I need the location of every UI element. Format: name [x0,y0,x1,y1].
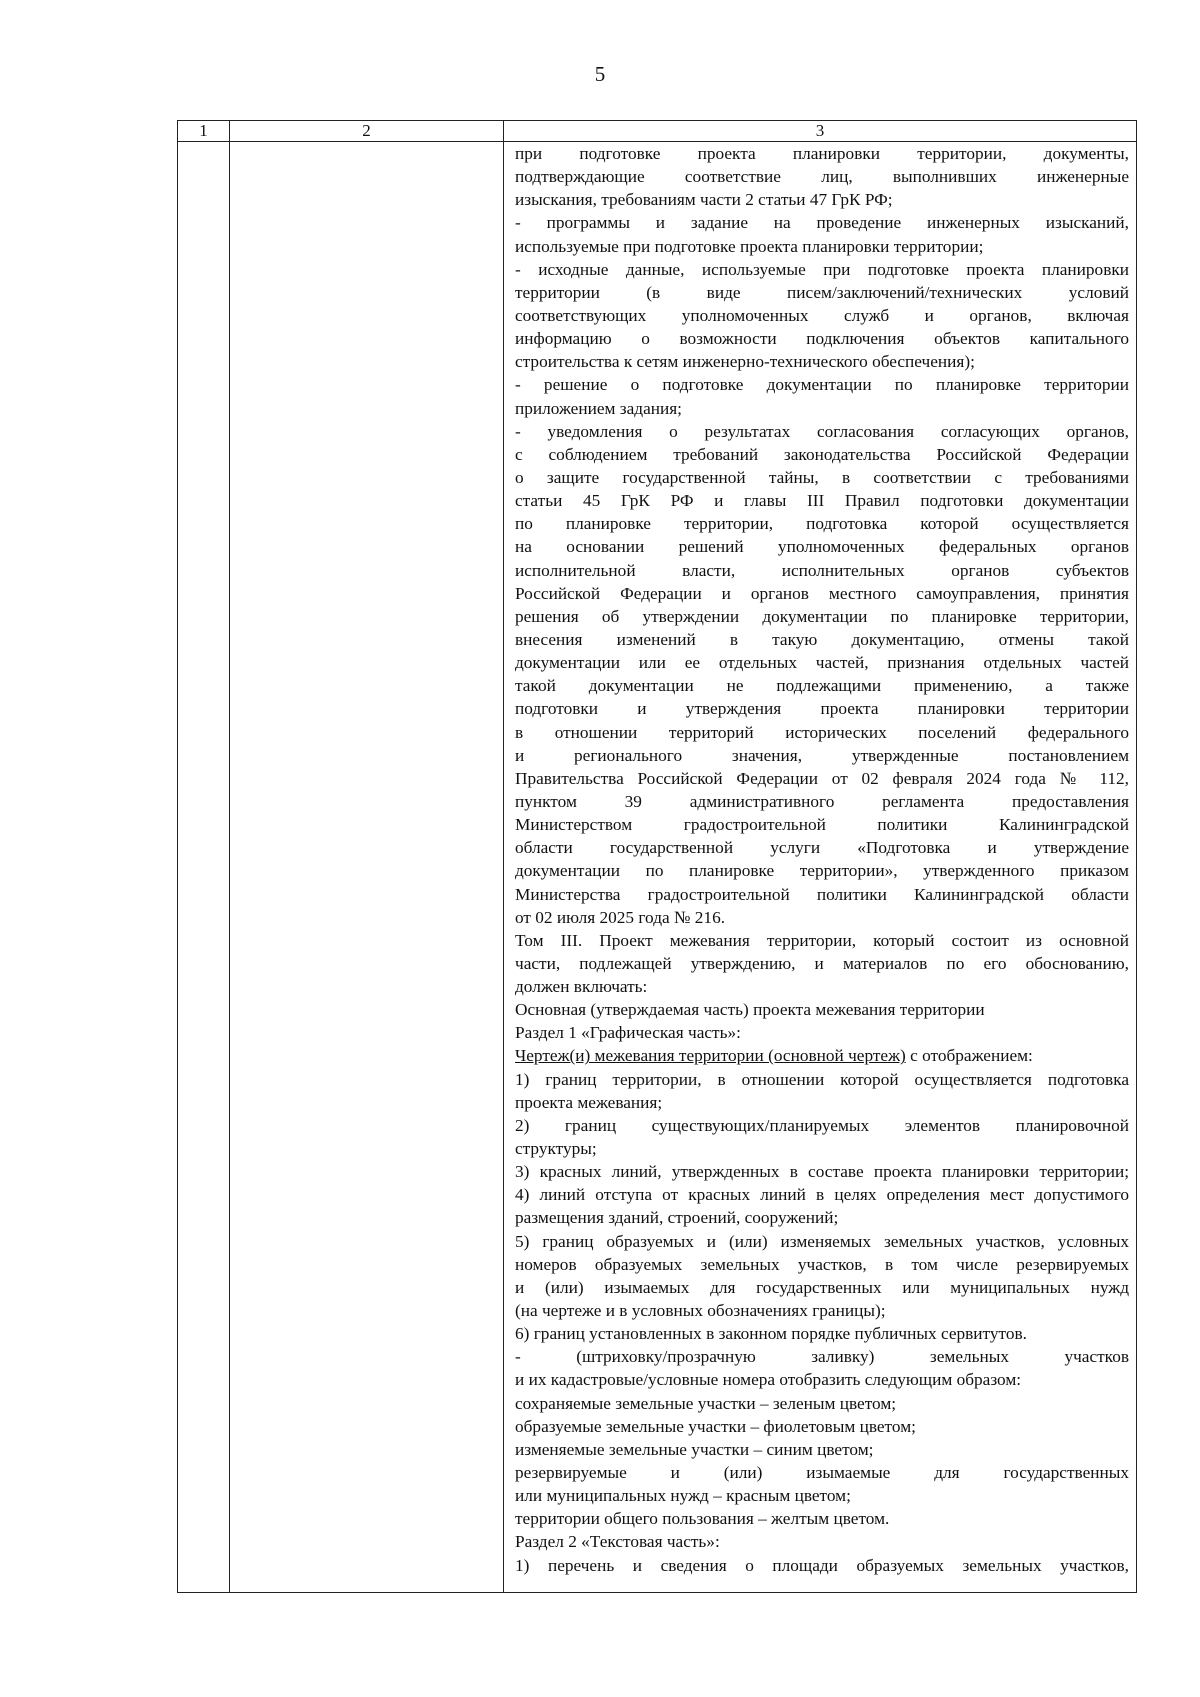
text-line: размещения зданий, строений, сооружений; [515,1208,839,1228]
text-line: о защите государственной тайны, в соответствии с требованиями [515,467,1129,487]
text-line: подготовки и утверждения проекта планировки территории [515,699,1129,719]
text-line: номеров образуемых земельных участков, в том числе резервируемых [515,1254,1129,1274]
text-line: Правительства Российской Федерации от 02 февраля 2024 года № 112, [515,768,1129,788]
text-line: Российской Федерации и органов местного самоуправления, принятия [515,583,1129,603]
table-header-row [178,121,1137,142]
text-line: Основная (утверждаемая часть) проекта межевания территории [515,1000,985,1020]
text-line: в отношении территорий исторических поселений федерального [515,722,1129,742]
text-line: документации или ее отдельных частей, признания отдельных частей [515,653,1129,673]
page-number: 5 [594,62,606,86]
column-1-cell [178,142,230,1593]
text-line: при подготовке проекта планировки территории, документы, [515,144,1129,163]
text-line: внесения изменений в такую документацию, отмены такой [515,629,1129,649]
text-line: - решение о подготовке документации по планировке территории [515,375,1129,395]
text-line: или муниципальных нужд – красным цветом; [515,1486,851,1506]
text-line: области государственной услуги «Подготовка и утверждение [515,838,1129,858]
column-2-cell [230,142,504,1593]
text-line: по планировке территории, подготовка которой осуществляется [515,514,1129,534]
text-line: информацию о возможности подключения объектов капитального [515,329,1129,349]
text-line: приложением задания; [515,398,682,418]
table-body-row [178,142,1137,1593]
text-line: изыскания, требованиям части 2 статьи 47 ГрК РФ; [515,190,893,210]
text-line: и регионального значения, утвержденные постановлением [515,745,1129,765]
text-line: на основании решений уполномоченных федеральных органов [515,537,1129,557]
text-line: структуры; [515,1139,597,1159]
column-2-header: 2 [230,121,504,142]
text-line: Министерством градостроительной политики Калининградской [515,815,1129,835]
text-line: строительства к сетям инженерно-технического обеспечения); [515,352,975,372]
text-line: Министерства градостроительной политики Калининградской области [515,884,1129,904]
text-line: статьи 45 ГрК РФ и главы III Правил подготовки документации [515,491,1129,511]
text-line: 1) границ территории, в отношении которой осуществляется подготовка [515,1069,1129,1089]
column-1-header: 1 [178,121,230,142]
text-line: 2) границ существующих/планируемых элементов планировочной [515,1115,1129,1135]
text-line: пунктом 39 административного регламента предоставления [515,791,1129,811]
text-line: Том III. Проект межевания территории, который состоит из основной [515,930,1129,950]
document-table [177,120,1137,1593]
text-line: Раздел 2 «Текстовая часть»: [515,1532,720,1552]
text-line: с соблюдением требований законодательства Российской Федерации [515,444,1129,464]
requirements-text [504,142,1136,1577]
text-line: 6) границ установленных в законном порядке публичных сервитутов. [515,1324,1027,1344]
text-tail: с отображением: [905,1046,1033,1066]
text-line: образуемые земельные участки – фиолетовым цветом; [515,1416,916,1436]
text-line: 5) границ образуемых и (или) изменяемых земельных участков, условных [515,1231,1129,1251]
text-line: соответствующих уполномоченных служб и органов, включая [515,305,1129,325]
text-line: сохраняемые земельные участки – зеленым цветом; [515,1393,897,1413]
text-line: территории общего пользования – желтым цветом. [515,1509,890,1529]
text-line: решения об утверждении документации по планировке территории, [515,606,1129,626]
text-line: 1) перечень и сведения о площади образуемых земельных участков, [515,1555,1129,1575]
underlined-text: Чертеж(и) межевания территории (основной чертеж) [515,1046,906,1066]
text-line: (на чертеже и в условных обозначениях границы); [515,1301,886,1321]
text-line: - программы и задание на проведение инженерных изысканий, [515,213,1129,233]
column-3-header: 3 [504,121,1137,142]
text-line: - (штриховку/прозрачную заливку) земельных участков [515,1347,1129,1367]
text-line: Раздел 1 «Графическая часть»: [515,1023,741,1043]
text-line: территории (в виде писем/заключений/технических условий [515,282,1129,302]
text-line: исполнительной власти, исполнительных органов субъектов [515,560,1129,580]
text-line: части, подлежащей утверждению, и материалов по его обоснованию, [515,953,1129,973]
column-3-cell [504,142,1137,1593]
text-line: подтверждающие соответствие лиц, выполнивших инженерные [515,167,1129,187]
text-line: такой документации не подлежащими применению, а также [515,676,1129,696]
text-line: - исходные данные, используемые при подготовке проекта планировки [515,259,1129,279]
text-line: используемые при подготовке проекта планировки территории; [515,236,984,256]
text-line: - уведомления о результатах согласования согласующих органов, [515,421,1129,441]
text-line: от 02 июля 2025 года № 216. [515,907,726,927]
text-line: и (или) изымаемых для государственных или муниципальных нужд [515,1277,1129,1297]
text-line: должен включать: [515,977,648,997]
text-line: изменяемые земельные участки – синим цветом; [515,1439,874,1459]
text-line: резервируемые и (или) изымаемые для государственных [515,1463,1129,1483]
text-line: 4) линий отступа от красных линий в целях определения мест допустимого [515,1185,1129,1205]
text-line [515,1044,1129,1067]
text-line: 3) красных линий, утвержденных в составе проекта планировки территории; [515,1162,1129,1182]
text-line: проекта межевания; [515,1092,663,1112]
text-line: документации по планировке территории», утвержденного приказом [515,861,1129,881]
text-line: и их кадастровые/условные номера отобразить следующим образом: [515,1370,1022,1390]
